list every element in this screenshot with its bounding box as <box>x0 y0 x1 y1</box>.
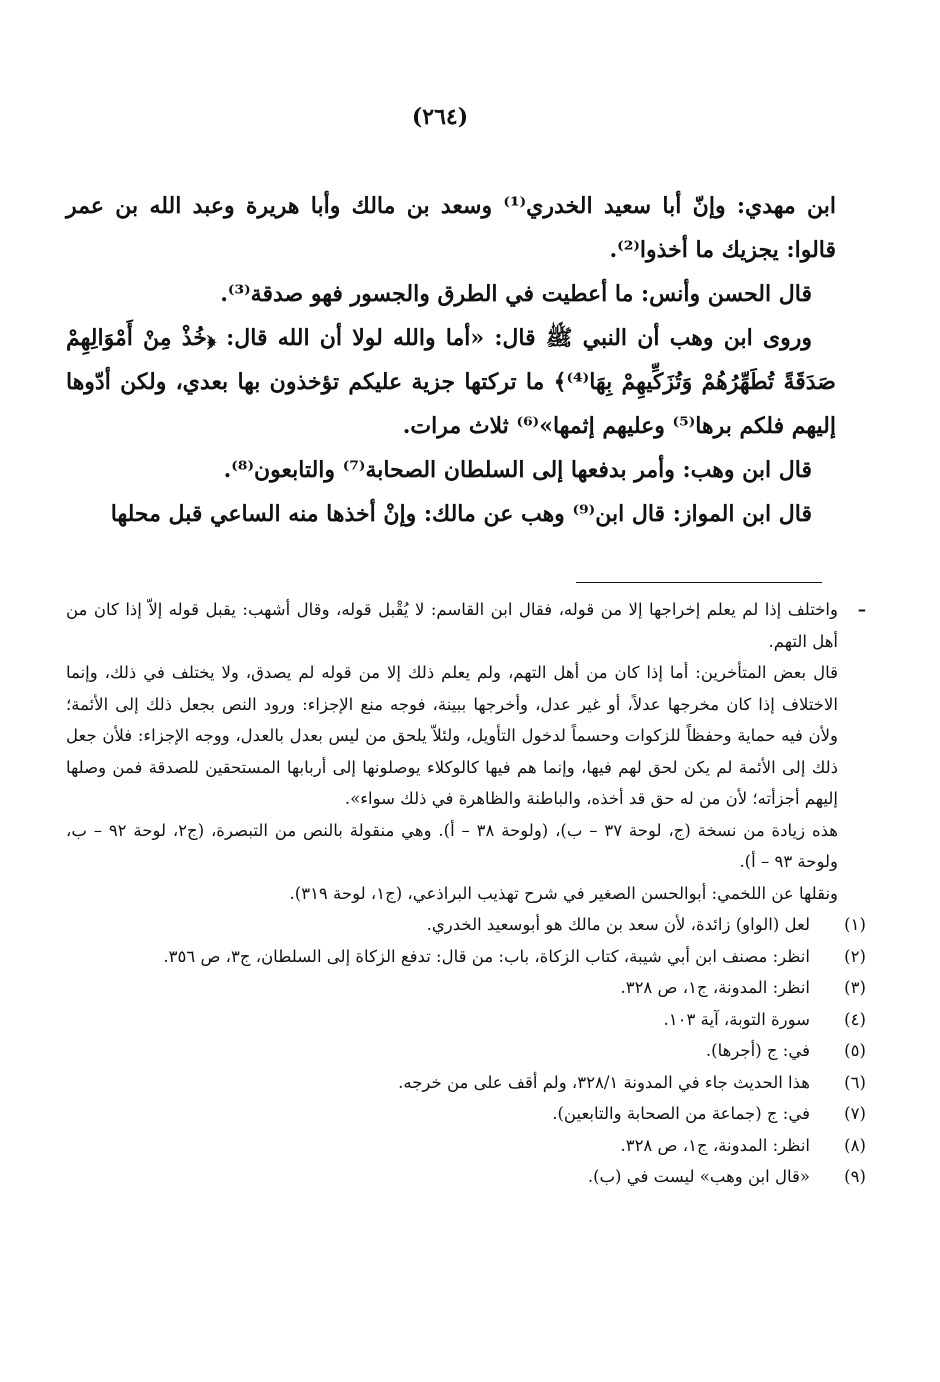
footnote-item <box>66 1004 866 1036</box>
main-paragraph-5: قال ابن المواز: قال ابن⁽⁹⁾ وهب عن مالك: وإنْ أخذها منه الساعي قبل محلها <box>110 501 812 527</box>
footnote-continuation <box>66 594 866 909</box>
footnote-number: (٢) <box>844 946 866 966</box>
footnote-continuation-3: هذه زيادة من نسخة (ج، لوحة ٣٧ – ب)، (ولوحة ٣٨ – أ). وهي منقولة بالنص من التبصرة، (ج٢، لوحة ٩٢ – ب، ولوحة ٩٣ – أ). <box>66 820 838 871</box>
footnote-list <box>66 909 866 1193</box>
footnote-number: (٨) <box>844 1135 866 1155</box>
footnote-text: هذا الحديث جاء في المدونة ٣٢٨/١، ولم أقف على من خرجه. <box>398 1072 810 1092</box>
footnote-text: انظر: المدونة، ج١، ص ٣٢٨. <box>620 1135 810 1155</box>
footnotes <box>66 594 866 1193</box>
footnote-item <box>66 1067 866 1099</box>
footnote-item <box>66 1161 866 1193</box>
footnote-item <box>66 972 866 1004</box>
continuation-dash: – <box>857 600 866 619</box>
footnote-number: (٩) <box>844 1167 866 1186</box>
footnote-text: انظر: المدونة، ج١، ص ٣٢٨. <box>620 978 810 997</box>
footnote-continuation-2: قال بعض المتأخرين: أما إذا كان من أهل التهم، ولم يعلم ذلك إلا من قوله لم يصدق، ولا يختلف في ذلك، وإنما الاختلاف إذا كان مخرجها عدلاً، أو غير عدل، وأخرجها ببينة، فوجه منع الإجزاء: ورود النص بجعل ذلك إلى الأئمة؛ ولأن فيه حماية وحفظاً للزكوات وحسماً لدخول التأويل، ولئلاّ يلحق من ليس بعدل بالعدل، ووجه الإجزاء: فلأن جعل ذلك إلى الأئمة لم يكن لحق لهم فيها، وإنما هم فيها كالوكلاء يوصلونها إلى أربابها المستحقين للصدقة فمن وصلها إليهم أجزأته؛ لأن من له حق قد أخذه، والباطنة والظاهرة في ذلك سواء». <box>66 663 838 808</box>
main-paragraph-1: ابن مهدي: وإنّ أبا سعيد الخدري⁽¹⁾ وسعد بن مالك وأبا هريرة وعبد الله بن عمر قالوا: يجزيك ما أخذوا⁽²⁾. <box>66 193 836 263</box>
footnote-separator <box>576 582 822 583</box>
footnote-text: لعل (الواو) زائدة، لأن سعد بن مالك هو أبوسعيد الخدري. <box>426 915 810 934</box>
footnote-text: في: ج (جماعة من الصحابة والتابعين). <box>552 1104 810 1123</box>
footnote-number: (٤) <box>844 1009 866 1029</box>
main-paragraph-3: وروى ابن وهب أن النبي ﷺ قال: «أما والله لولا أن الله قال: ﴿خُذْ مِنْ أَمْوَالِهِمْ صَدَقَةً تُطَهِّرُهُمْ وَتُزَكِّيهِمْ بِهَا⁽⁴⁾﴾ ما تركتها جزية عليكم تؤخذون بها بعدي، ولكن أدّوها إليهم فلكم برها⁽⁵⁾ وعليهم إثمها»⁽⁶⁾ ثلاث مرات. <box>66 325 836 439</box>
main-paragraph-4: قال ابن وهب: وأمر بدفعها إلى السلطان الصحابة⁽⁷⁾ والتابعون⁽⁸⁾. <box>223 457 812 483</box>
footnote-text: انظر: مصنف ابن أبي شيبة، كتاب الزكاة، باب: من قال: تدفع الزكاة إلى السلطان، ج٣، ص ٣٥٦. <box>163 946 810 966</box>
footnote-item <box>66 941 866 973</box>
page-number: (٢٦٤) <box>411 104 469 130</box>
footnote-item <box>66 1098 866 1130</box>
footnote-number: (٣) <box>844 978 866 997</box>
footnote-item <box>66 1035 866 1067</box>
footnote-number: (١) <box>844 915 866 934</box>
footnote-number: (٧) <box>844 1104 866 1123</box>
main-text <box>66 184 836 536</box>
footnote-item <box>66 1130 866 1162</box>
main-paragraph-2: قال الحسن وأنس: ما أعطيت في الطرق والجسور فهو صدقة⁽³⁾. <box>220 281 812 307</box>
footnote-number: (٥) <box>844 1041 866 1060</box>
footnote-text: «قال ابن وهب» ليست في (ب). <box>587 1167 810 1186</box>
footnote-continuation-4: ونقلها عن اللخمي: أبوالحسن الصغير في شرح تهذيب البراذعي، (ج١، لوحة ٣١٩). <box>289 883 838 903</box>
footnote-continuation-1: واختلف إذا لم يعلم إخراجها إلا من قوله، فقال ابن القاسم: لا يُقْبل قوله، وقال أشهب: يقبل قوله إلاّ إذا كان من أهل التهم. <box>66 600 838 651</box>
footnote-number: (٦) <box>844 1072 866 1092</box>
footnote-text: سورة التوبة، آية ١٠٣. <box>663 1009 810 1029</box>
footnote-item <box>66 909 866 941</box>
footnote-text: في: ج (أجرها). <box>705 1041 810 1060</box>
